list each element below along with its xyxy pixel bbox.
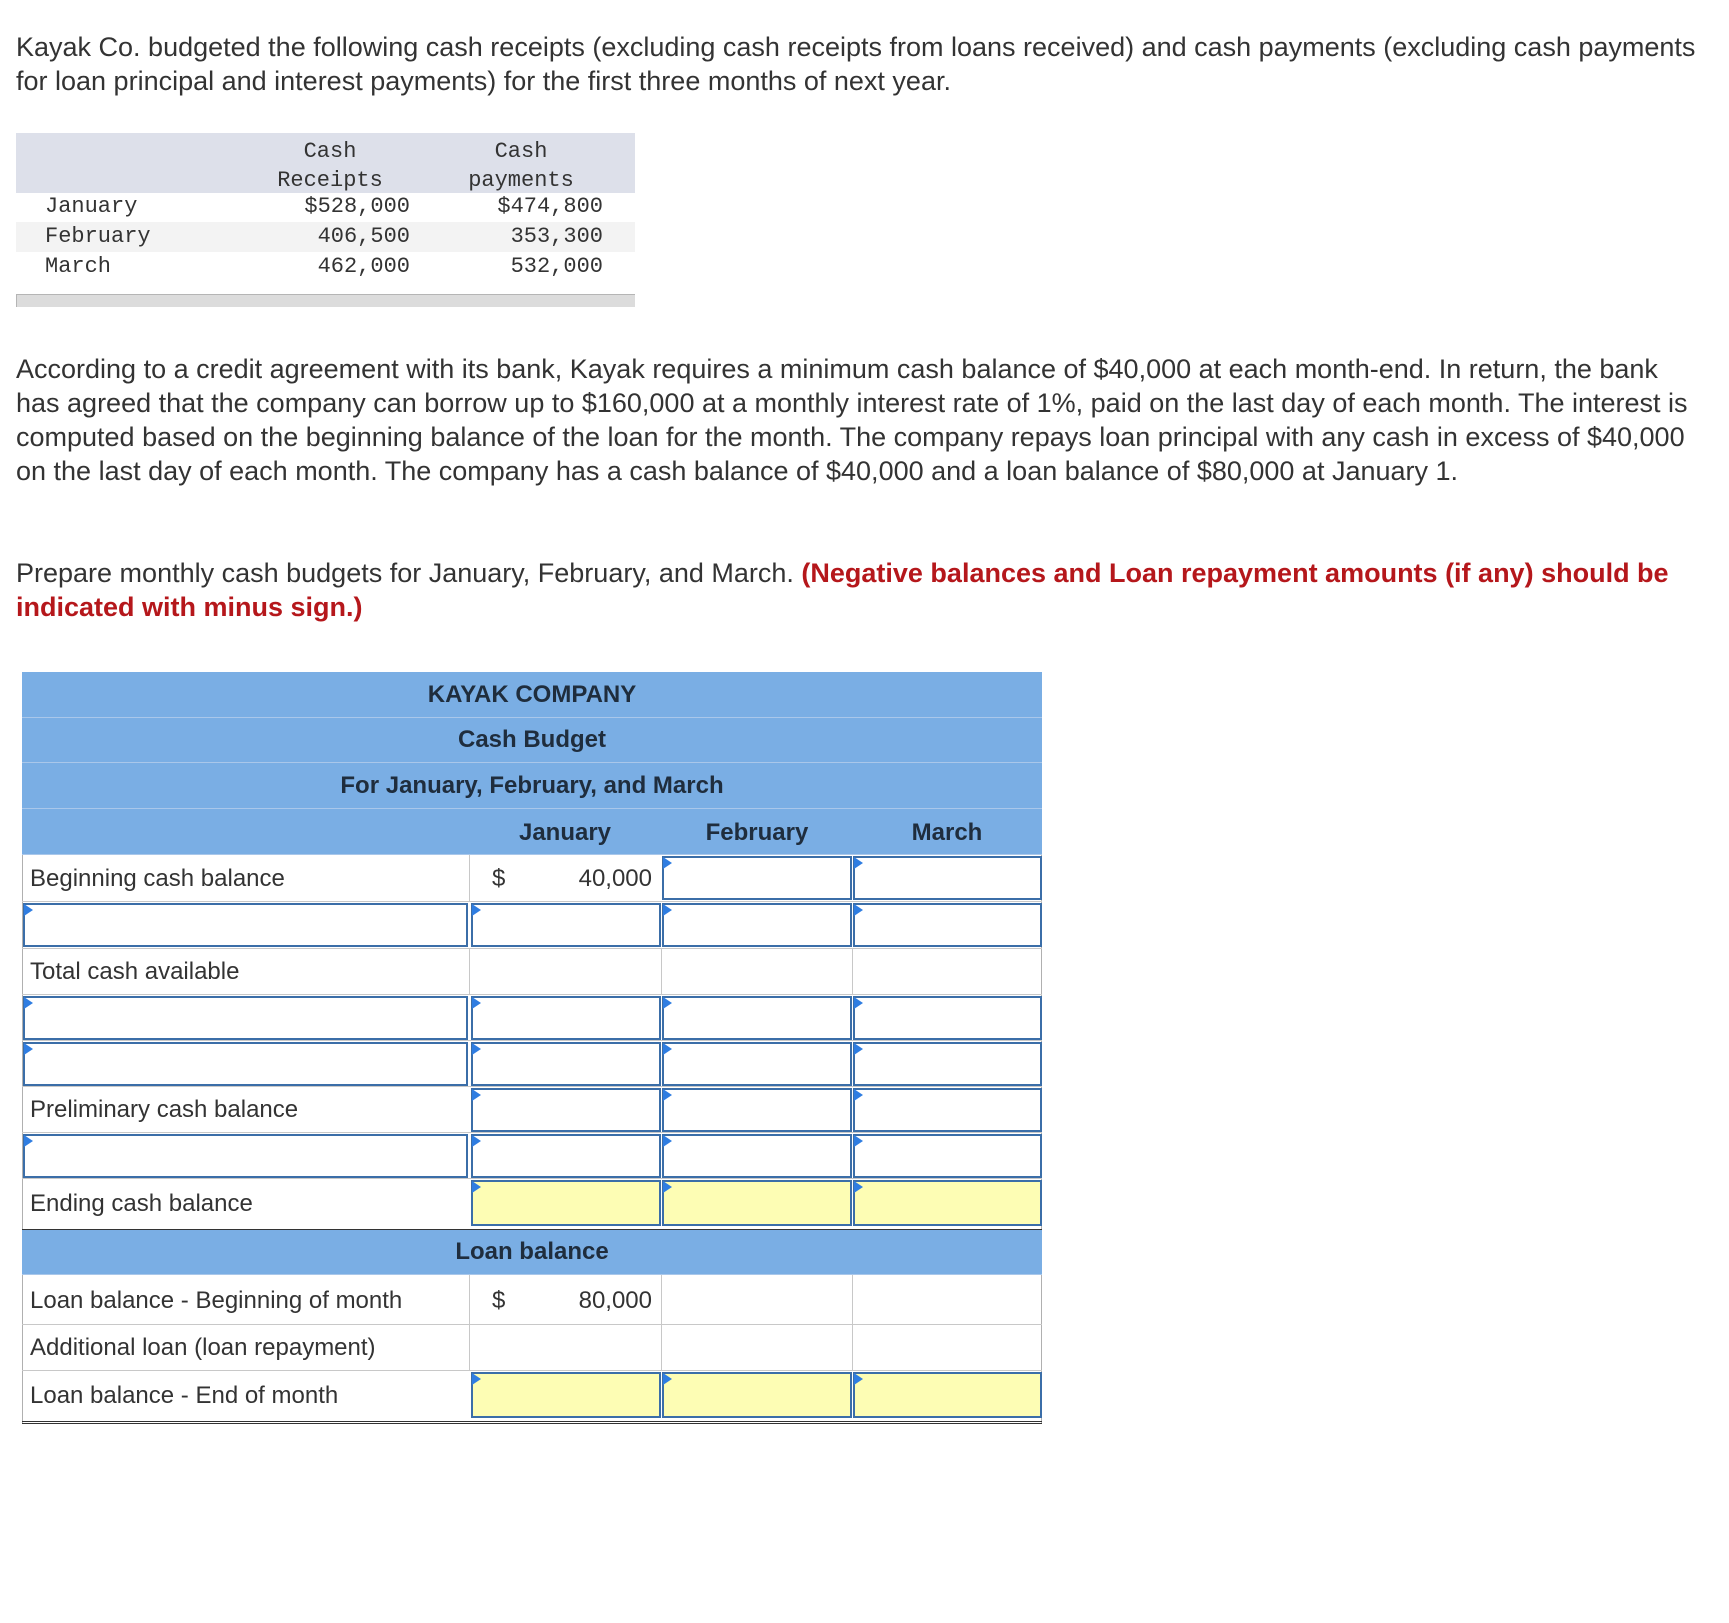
receipts-header: Cash Receipts: [277, 139, 383, 193]
flag-icon: [854, 997, 863, 1009]
label-beginning-cash: Beginning cash balance: [30, 865, 285, 892]
input-row-label[interactable]: [23, 996, 468, 1040]
flag-icon: [854, 904, 863, 916]
input-preliminary-march[interactable]: [853, 1088, 1042, 1132]
input-row-label[interactable]: [23, 903, 468, 947]
intro-paragraph: Kayak Co. budgeted the following cash receipts (excluding cash receipts from loans received) and cash payments (excluding cash payments for loan principal and interest payments) for the first three months of next year.: [16, 32, 1696, 96]
flag-icon: [663, 857, 672, 869]
input-loan-end-january[interactable]: [471, 1372, 661, 1418]
input-row-february[interactable]: [662, 1134, 852, 1178]
cell-loan-begin-february: [661, 1275, 852, 1324]
budget-period: For January, February, and March: [22, 763, 1042, 809]
label-preliminary: Preliminary cash balance: [30, 1096, 299, 1123]
dollar-sign: $: [492, 865, 506, 892]
input-row-march[interactable]: [853, 1134, 1042, 1178]
flag-icon: [854, 1135, 863, 1147]
cell-total-cash-january: [469, 949, 661, 994]
flag-icon: [663, 1043, 672, 1055]
flag-icon: [24, 1043, 33, 1055]
input-row-january[interactable]: [471, 1042, 661, 1086]
flag-icon: [472, 1089, 481, 1101]
instruction-emphasis: (Negative balances and Loan repayment amounts (if any) should be indicated with minus sign.): [16, 558, 1669, 622]
label-loan-begin: Loan balance - Beginning of month: [30, 1287, 403, 1314]
flag-icon: [663, 997, 672, 1009]
flag-icon: [472, 997, 481, 1009]
flag-icon: [24, 904, 33, 916]
cell-additional-loan-march: [852, 1325, 1042, 1370]
col-header-january: January: [518, 819, 612, 846]
cell-loan-begin-january: [469, 1275, 661, 1324]
flag-icon: [663, 1373, 672, 1385]
cell-loan-begin-march: [852, 1275, 1042, 1324]
cell-additional-loan-february: [661, 1325, 852, 1370]
credit-paragraph: According to a credit agreement with its bank, Kayak requires a minimum cash balance of $40,000 at each month-end. In return, the bank has agreed that the company can borrow up to $160,000 at a monthly interest rate of 1%, paid on the last day of each month. The interest is computed based on the beginning balance of the loan for the month. The company repays loan principal with any cash in excess of $40,000 on the last day of each month. The company has a cash balance of $40,000 and a loan balance of $80,000 at January 1.: [16, 354, 1688, 486]
budget-title: Cash Budget: [22, 718, 1042, 763]
data-row-month: February: [45, 224, 151, 249]
input-row-january[interactable]: [471, 903, 661, 947]
payments-header: Cash payments: [468, 139, 574, 193]
input-row-label[interactable]: [23, 1134, 468, 1178]
flag-icon: [663, 1181, 672, 1193]
flag-icon: [472, 1373, 481, 1385]
flag-icon: [663, 904, 672, 916]
input-row-february[interactable]: [662, 1042, 852, 1086]
flag-icon: [854, 1089, 863, 1101]
dollar-sign: $: [492, 1287, 506, 1314]
data-row-receipts: 462,000: [317, 254, 410, 279]
input-row-january[interactable]: [471, 1134, 661, 1178]
instruction-paragraph: [16, 556, 1706, 624]
input-loan-end-february[interactable]: [662, 1372, 852, 1418]
col-header-february: February: [705, 819, 809, 846]
label-total-cash: Total cash available: [30, 958, 240, 985]
flag-icon: [472, 1043, 481, 1055]
input-ending-cash-february[interactable]: [662, 1180, 852, 1226]
cell-additional-loan-january: [469, 1325, 661, 1370]
flag-icon: [854, 1373, 863, 1385]
flag-icon: [663, 1135, 672, 1147]
input-beginning-cash-february[interactable]: [662, 856, 852, 900]
flag-icon: [472, 1181, 481, 1193]
input-ending-cash-march[interactable]: [853, 1180, 1042, 1226]
flag-icon: [854, 1181, 863, 1193]
flag-icon: [472, 904, 481, 916]
data-row-receipts: 406,500: [317, 224, 410, 249]
label-additional-loan: Additional loan (loan repayment): [30, 1334, 376, 1361]
input-row-label[interactable]: [23, 1042, 468, 1086]
label-ending-cash: Ending cash balance: [30, 1190, 253, 1217]
label-loan-end: Loan balance - End of month: [30, 1382, 339, 1409]
data-row-month: March: [45, 254, 112, 279]
input-preliminary-february[interactable]: [662, 1088, 852, 1132]
data-row-payments: 532,000: [510, 254, 603, 279]
loan-section-header: Loan balance: [22, 1230, 1042, 1275]
flag-icon: [472, 1135, 481, 1147]
input-row-january[interactable]: [471, 996, 661, 1040]
input-row-february[interactable]: [662, 996, 852, 1040]
data-row-month: January: [45, 194, 138, 219]
data-row-payments: 353,300: [510, 224, 603, 249]
flag-icon: [663, 1089, 672, 1101]
flag-icon: [24, 997, 33, 1009]
company-name: KAYAK COMPANY: [22, 672, 1042, 718]
instruction-text: Prepare monthly cash budgets for January, February, and March.: [16, 558, 802, 588]
data-row-payments: $474,800: [497, 194, 603, 219]
input-beginning-cash-march[interactable]: [853, 856, 1042, 900]
input-row-february[interactable]: [662, 903, 852, 947]
input-loan-end-march[interactable]: [853, 1372, 1042, 1418]
cell-beginning-cash-january: [469, 855, 661, 901]
flag-icon: [854, 1043, 863, 1055]
flag-icon: [24, 1135, 33, 1147]
cell-total-cash-february: [661, 949, 852, 994]
flag-icon: [854, 857, 863, 869]
input-preliminary-january[interactable]: [471, 1088, 661, 1132]
data-table-footer-bar: [16, 294, 635, 307]
input-row-march[interactable]: [853, 1042, 1042, 1086]
input-ending-cash-january[interactable]: [471, 1180, 661, 1226]
beginning-cash-january-value: 40,000: [578, 865, 652, 892]
cell-total-cash-march: [852, 949, 1042, 994]
col-header-march: March: [911, 819, 983, 846]
loan-begin-january-value: 80,000: [578, 1287, 652, 1314]
data-row-receipts: $528,000: [304, 194, 410, 219]
input-row-march[interactable]: [853, 996, 1042, 1040]
input-row-march[interactable]: [853, 903, 1042, 947]
